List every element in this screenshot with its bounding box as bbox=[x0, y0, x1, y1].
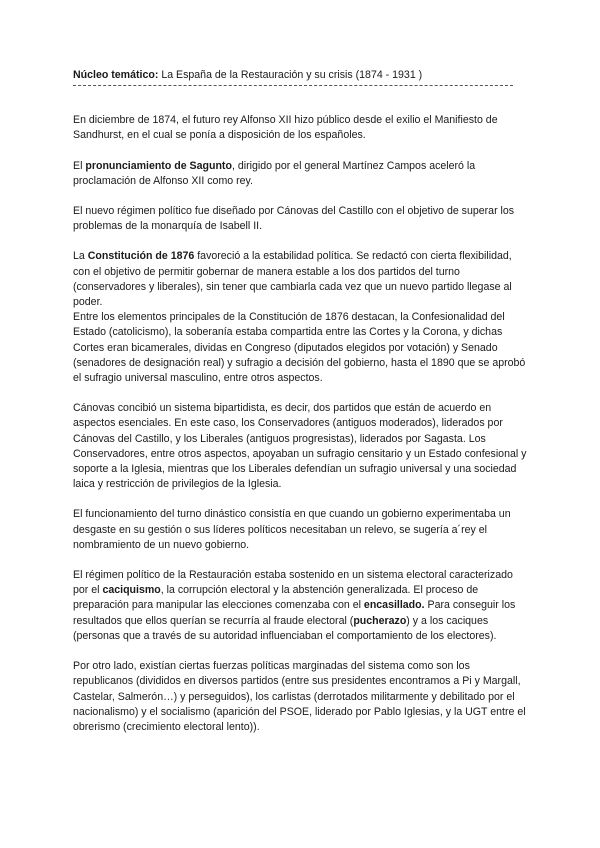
paragraph-constitucion: La Constitución de 1876 favoreció a la estabilidad política. Se redactó con cierta flexibilidad, con el objetivo de permitir gobernar de manera estable a los dos partidos del turno (conservadores y liberales), sin tener que cambiarla cada vez que un nuevo partido llegase al poder. bbox=[73, 250, 512, 309]
paragraph-caciquismo: El régimen político de la Restauración estaba sostenido en un sistema electoral caracterizado por el caciquismo, la corrupción electoral y la abstención generalizada. El proceso de preparación para manipular las elecciones comenzaba con el encasillado. Para conseguir los resultados que ellos querían se recurría al fraude electoral (pucherazo) y a los caciques (personas que a través de su autoridad influenciaban el comportamiento de los electores). bbox=[73, 569, 516, 642]
heading-label: Núcleo temático: bbox=[73, 69, 159, 81]
paragraph-bipartidismo: Cánovas concibió un sistema bipartidista, es decir, dos partidos que están de acuerdo en aspectos esenciales. En este caso, los Conservadores (antiguos moderados), liderados por Cánovas del Castillo, y los Liberales (antiguos progresistas), liderados por Sagasta. Los Conservadores, entre otros aspectos, apoyaban un sufragio censitario y un Estado confesional y soporte a la Iglesia, mientras que los Liberales defendían un sufragio universal y una sociedad laica y restricción de privilegios de la Iglesia. bbox=[73, 402, 527, 491]
paragraph-turno-dinastico: El funcionamiento del turno dinástico consistía en que cuando un gobierno experimentaba un desgaste en su gestión o sus líderes políticos necesitaban un relevo, se sugería a´rey el nombramiento de un nuevo gobierno. bbox=[73, 508, 511, 551]
bold-term: Constitución de 1876 bbox=[87, 250, 195, 263]
paragraph-elementos: Entre los elementos principales de la Constitución de 1876 destacan, la Confesionalidad del Estado (catolicismo), la soberanía estaba compartida entre las Cortes y la Corona, y dichas Cortes eran bicamerales, dividas en Congreso (diputados elegidos por votación) y Senado (senadores de designación real) y sufragio a decisión del gobierno, hasta el 1890 que se aprobó el sufragio universal masculino, entre otros aspectos. bbox=[73, 311, 526, 385]
document-heading bbox=[73, 68, 528, 83]
bold-term: caciquismo bbox=[102, 584, 161, 597]
bold-term: pucherazo bbox=[353, 614, 407, 627]
bold-term: encasillado. bbox=[363, 599, 425, 612]
document-page bbox=[73, 68, 528, 735]
paragraph-sandhurst: En diciembre de 1874, el futuro rey Alfonso XII hizo público desde el exilio el Manifiesto de Sandhurst, en el cual se ponía a disposición de los españoles. bbox=[73, 114, 498, 142]
bold-term: pronunciamiento de Sagunto bbox=[85, 159, 232, 172]
paragraph-canovas: El nuevo régimen político fue diseñado por Cánovas del Castillo con el objetivo de superar los problemas de la monarquía de Isabell II. bbox=[73, 205, 515, 233]
paragraph-sagunto: El pronunciamiento de Sagunto, dirigido por el general Martínez Campos aceleró la proclamación de Alfonso XII como rey. bbox=[73, 159, 476, 187]
heading-title: La España de la Restauración y su crisis (1874 - 1931 ) bbox=[161, 69, 423, 81]
paragraph-fuerzas-marginadas: Por otro lado, existían ciertas fuerzas políticas marginadas del sistema como son los republicanos (divididos en diversos partidos (entre sus presidentes encontramos a Pi y Margall, Castelar, Salmerón…) y perseguidos), los carlistas (derrotados militarmente y debilitado por el nacionalismo) y el socialismo (aparición del PSOE, liderado por Pablo Iglesias, y la UGT entre el obrerismo (crecimiento electoral lento)). bbox=[73, 660, 526, 733]
